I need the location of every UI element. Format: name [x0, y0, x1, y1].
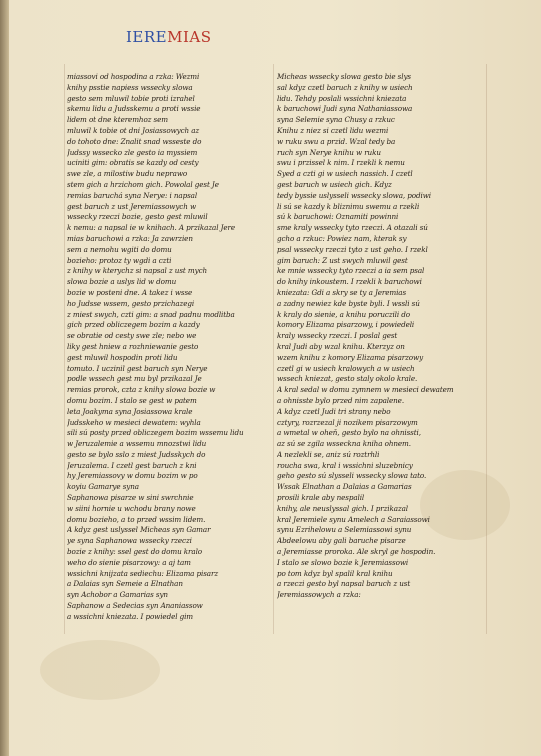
text-line: koyiu Gamarye syna [67, 482, 139, 492]
text-line: A nezlekli se, aniz sú roztrhli [277, 449, 380, 459]
text-line: Judssy wssecko zle gesto ia myssiem [67, 147, 198, 157]
text-line: mias baruchowi a rzka: Ja zawrzien [67, 233, 193, 243]
ruling-line [486, 64, 487, 634]
text-line: a wmetal w oheň, gesto bylo na ohnissti, [277, 428, 421, 438]
text-line: li sú se kazdy k bliznimu swemu a rzekli [277, 201, 420, 211]
text-line: A kdyz czetl Judi tri strany nebo [277, 406, 391, 416]
text-line: wssech kniezat, gesto staly okolo krale. [277, 374, 418, 384]
text-line: bozie w posteni dne. A takez i wsse [67, 287, 193, 297]
text-line: liky gest hniew a rozhniewanie gesto [67, 341, 199, 351]
text-line: gim baruch: Z ust swych mluwil gest [277, 255, 408, 265]
text-line: gest baruch z ust Jeremiassowych w [67, 201, 197, 211]
text-line: Saphanow a Sedecias syn Ananiassow [67, 601, 203, 611]
text-line: z knihy w kterychz si napsal z ust mych [67, 266, 208, 276]
text-line: uciniti gim: obratis se kazdy od cesty [67, 158, 199, 168]
text-line: geho gesto sú slysseli wssecky slowa tato. [277, 471, 427, 481]
text-line: Jeruzalema. I czetl gest baruch z kni [67, 460, 197, 470]
text-line: syna Selemie syna Chusy a rzkuc [277, 115, 395, 125]
text-line: a rzeczi gesto byl napsal baruch z ust [277, 579, 411, 589]
text-line: do tohoto dne: Znalit snad wsseste do [67, 136, 202, 146]
text-line: podle wssech gest mu byl przikazal Je [67, 374, 202, 384]
text-line: wssichni knijzata sediechu: Elizama pisarz [67, 568, 219, 578]
text-line: sme kraly wssecky tyto rzeczi. A otazali sú [277, 223, 428, 233]
text-line: Wssak Elnathan a Dalaias a Gamarias [277, 482, 412, 492]
text-line: w ruku swu a przid. Wzal tedy ba [277, 136, 396, 146]
text-line: domu bozim. I stalo se gest w patem [67, 395, 197, 405]
text-line: komory Elizama pisarzowy, i powiedeli [277, 320, 415, 330]
text-line: ruch syn Nerye knihu w ruku [277, 147, 381, 157]
text-line: gich przed obliczegem bozim a kazdy [67, 320, 200, 330]
text-line: sú k baruchowi: Oznamiti powinni [277, 212, 399, 222]
text-line: kral Jeremiele synu Amelech a Saraiassowi [277, 514, 430, 524]
text-line: Micheas wssecky slowa gesto bie slys [277, 72, 411, 81]
text-line: slowa bozie a uslys lid w domu [67, 277, 177, 287]
text-line: Knihu z niez si czetl lidu wezmi [277, 125, 389, 135]
text-line: psal wssecky rzeczi tyto z ust geho. I rzekl [277, 244, 428, 254]
text-line: z miest swych, czti gim: a snad padnu modlitba [67, 309, 235, 319]
text-line: miassovi od hospodina a rzka: Wezmi [67, 72, 200, 81]
text-line: lidem ot dne kteremhoz sem [67, 115, 169, 125]
text-line: k baruchowi Judi syna Nathaniassowa [277, 104, 413, 114]
text-line: ho Judsse wssem, gesto przichazegi [67, 298, 195, 308]
text-line: a Jeremiasse proroka. Ale skryl ge hospodin. [277, 547, 436, 557]
text-line: tomuto. I uczinil gest baruch syn Nerye [67, 363, 208, 373]
text-line: hy Jeremiassovy w domu bozim w po [67, 471, 198, 481]
text-line: kniezata: Gdi a skry se ty a Jeremias [277, 287, 407, 297]
text-line: syn Achobor a Gamarias syn [67, 590, 168, 600]
text-line: leta Joakyma syna Josiassowa krale [67, 406, 193, 416]
text-line: sili sú posty przed obliczegem bozim wssemu lidu [67, 428, 244, 438]
text-line: az sú se zgila wsseckna kniha ohnem. [277, 439, 411, 449]
text-line: kral Judi aby wzal knihu. Kterzyz on [277, 341, 405, 351]
text-line: gest baruch w usiech gich. Kdyz [277, 179, 392, 189]
text-line: A kral sedal w domu zymnem w mesieci dewatem [277, 385, 454, 395]
text-line: roucha swa, kral i wssichni sluzebnicy [277, 460, 413, 470]
text-line: A kdyz gest uslyssel Micheas syn Gamar [67, 525, 211, 535]
text-line: gesto se bylo sslo z miest Judsskych do [67, 449, 206, 459]
text-line: po tom kdyz byl spalil kral knihu [277, 568, 393, 578]
text-line: a wssichni kniezata. I powiedel gim [67, 611, 194, 621]
text-line: swu i przissel k nim. I rzekli k nemu [277, 158, 405, 168]
text-line: tedy byssie uslysseli wssecky slowa, podiwi [277, 190, 431, 200]
text-line: ke mnie wssecky tyto rzeczi a ia sem psal [277, 266, 425, 276]
text-line: knihy, ale neuslyssal gich. I przikazal [277, 503, 408, 513]
text-line: Saphanowa pisarze w sini swrchnie [67, 493, 194, 503]
text-line: k kraly do sienie, a knihu poruczili do [277, 309, 410, 319]
text-line: gcho a rzkuc: Powiez nam, kterak sy [277, 233, 407, 243]
text-line: a ohnisste bylo przed nim zapalene. [277, 395, 404, 405]
text-line: skemu lidu a Judsskemu a proti wssie [67, 104, 201, 114]
text-line: remias baruchá syna Nerye: i napsal [67, 190, 198, 200]
text-line: bozieho: protoz ty wgdi a czti [67, 255, 172, 265]
text-line: ye syna Saphanowa wssecky rzeczi [67, 536, 192, 546]
text-line: prosili krale aby nespalil [277, 493, 365, 503]
text-line: weho do sienie pisarzowy: a aj tam [67, 557, 191, 567]
text-line: lidu. Tehdy poslali wssichni kniezata [277, 93, 407, 103]
text-line: se obratie od cesty swe zle; nebo we [67, 331, 197, 341]
text-line: swe zle, a milostiw budu neprawo [67, 169, 188, 179]
running-head [126, 28, 212, 46]
text-line: gesto sem mluwil tobie proti izrahel [67, 93, 195, 103]
text-line: Jeremiassowych a rzka: [277, 590, 361, 600]
text-column-right [277, 72, 485, 601]
text-line: Syed a czti gi w usiech nassich. I czetl [277, 169, 413, 179]
text-column-left [67, 72, 275, 623]
binding-gutter [0, 0, 9, 756]
text-line: kraly wssecky rzeczi. I poslal gest [277, 331, 398, 341]
text-line: cztyry, rozrzezal ji nozikem pisarzowym [277, 417, 418, 427]
text-line: czetl gi w usiech kralowych a w usiech [277, 363, 415, 373]
text-line: knihy psstie napiess wssecky slowa [67, 82, 193, 92]
text-line: stem gich a hrzichom gich. Powolal gest Je [67, 179, 219, 189]
text-line: bozie z knihy: ssel gest do domu kralo [67, 547, 203, 557]
text-line: wssecky rzeczi bozie, gesto gest mluwil [67, 212, 208, 222]
running-head-blue: IERE [126, 28, 168, 46]
text-line: I stalo se slowo bozie k Jeremiassowi [277, 557, 409, 567]
text-line: do knihy inkoustem. I rzekli k baruchowi [277, 277, 422, 287]
parchment-stain [40, 640, 160, 700]
text-line: synu Ezrihelowu a Selemiassowi synu [277, 525, 412, 535]
text-line: a zadny newiez kde byste byli. I wssli sú [277, 298, 420, 308]
text-line: remias prorok, czta z knihy slowa bozie w [67, 385, 216, 395]
text-line: k nemu: a napsal ie w knihach. A przikazal Jere [67, 223, 236, 233]
text-line: mluwil k tobie ot dni Josiassowych az [67, 125, 200, 135]
text-line: sem a nemohu wgiti do domu [67, 244, 172, 254]
text-line: a Dalaias syn Semeie a Elnathan [67, 579, 183, 589]
text-line: w siini hornie u wchodu brany nowe [67, 503, 196, 513]
ruling-line [64, 64, 65, 634]
running-head-red: MIAS [167, 28, 212, 46]
text-line: w Jeruzalemie a wssemu mnozstwi lidu [67, 439, 207, 449]
text-line: gest mluwil hospodin proti lidu [67, 352, 178, 362]
text-line: wzem knihu z komory Elizama pisarzowy [277, 352, 424, 362]
text-line: Judsskeho w mesieci dewatem: wyhla [67, 417, 201, 427]
text-line: sal kdyz czetl baruch z knihy w usiech [277, 82, 413, 92]
text-line: domu bozieho, a to przed wssim lidem. [67, 514, 206, 524]
text-line: Abdeelowu aby gali baruche pisarze [277, 536, 406, 546]
